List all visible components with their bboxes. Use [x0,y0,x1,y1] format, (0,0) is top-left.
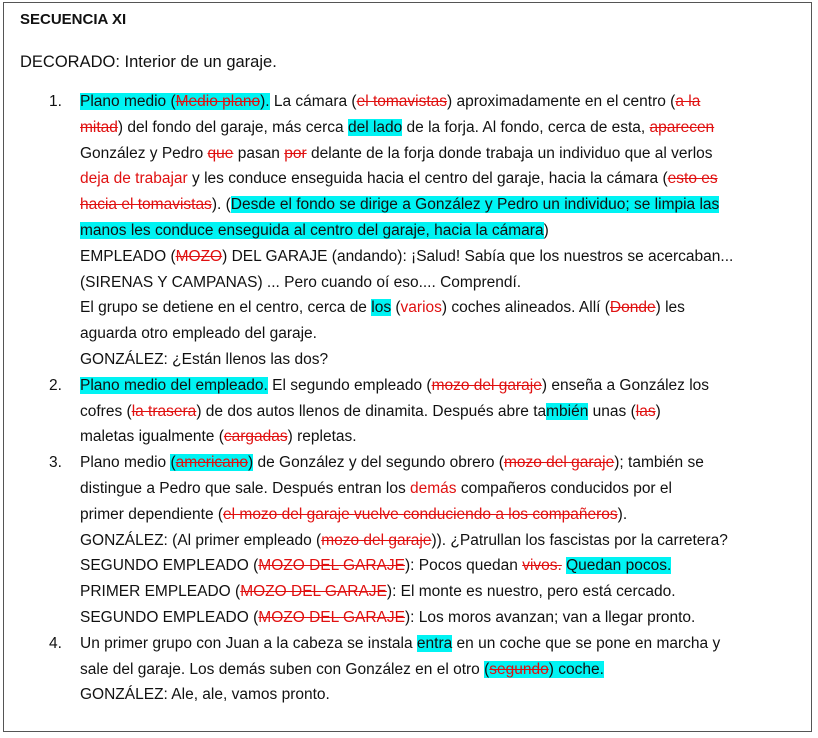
deleted-text: las [635,402,656,420]
text-line [80,424,806,450]
text-run: Plano medio [80,454,171,472]
text-line [80,502,806,528]
text-run: primer dependiente ( [80,505,224,523]
deleted-text: segundo [489,660,549,678]
text-line [80,166,806,192]
text-run: ): El monte es nuestro, pero está cercado. [386,583,676,601]
text-run: ) coches alineados. Allí ( [441,299,610,317]
text-line [80,270,806,296]
text-run: PRIMER EMPLEADO ( [80,583,241,601]
text-run: GONZÁLEZ: ¿Están llenos las dos? [80,350,329,368]
shot-number: 1. [49,93,62,110]
highlighted-text: entra [416,634,453,652]
text-run: La cámara ( [269,93,357,110]
text-run: maletas igualmente ( [80,428,224,446]
shot-item [20,450,806,631]
text-run: ); también se [614,454,704,472]
text-run: Un primer grupo con Juan a la cabeza se instala [80,634,417,652]
highlighted-text: del lado [347,118,403,136]
text-line [80,192,806,218]
text-line [80,244,806,270]
text-line [80,579,806,605]
text-run: El segundo empleado ( [267,376,432,394]
text-run: de González y del segundo obrero ( [253,454,504,472]
script-document [20,9,806,704]
text-run: ) repletas. [287,428,357,446]
text-run: EMPLEADO ( [80,247,176,265]
deleted-text: MOZO [175,247,223,265]
deleted-text: el mozo del garaje vuelve conduciendo a los compañeros [223,505,618,523]
text-run: SEGUNDO EMPLEADO ( [80,557,259,575]
text-line [80,115,806,141]
shot-item [20,631,806,708]
deleted-text: mozo del garaje [321,531,432,549]
text-line [80,141,806,167]
text-run: aguarda otro empleado del garaje. [80,325,317,343]
highlighted-text: Plano medio del empleado. [80,376,268,394]
deleted-text: a la [675,93,701,110]
shot-number: 2. [49,376,62,394]
text-run: sale del garaje. Los demás suben con González en el otro [80,660,485,678]
highlighted-text: Plano medio ( [80,93,176,110]
shot-number: 4. [49,634,62,652]
inserted-text: demás [410,479,457,497]
highlighted-text: ) [248,454,254,472]
shot-list [20,89,806,708]
text-line [80,321,806,347]
text-line [80,682,806,708]
text-run: y les conduce enseguida hacia el centro del garaje, hacia la cámara ( [187,170,668,188]
text-run: ). ( [211,196,231,214]
highlighted-text: Desde el fondo se dirige a González y Pedro un individuo; se limpia las [230,196,720,214]
text-line [80,218,806,244]
text-run: ) les [655,299,685,317]
text-run: compañeros conducidos por el [456,479,672,497]
deleted-text: por [284,144,307,162]
deleted-text: mozo del garaje [503,454,615,472]
text-run: ) [543,221,549,239]
text-line [80,347,806,373]
text-run: SEGUNDO EMPLEADO ( [80,608,259,626]
text-run: )). ¿Patrullan los fascistas por la carretera? [431,531,728,549]
text-run: ( [391,299,401,317]
text-run: ) DEL GARAJE (andando): ¡Salud! Sabía que los nuestros se acercaban... [222,247,734,265]
inserted-text: varios [400,299,442,317]
text-line [80,295,806,321]
deleted-text: mitad [80,118,118,136]
deleted-text: mozo del garaje [431,376,542,394]
shot-item [20,89,806,373]
text-run: ). [617,505,628,523]
deleted-text: cargadas [223,428,288,446]
text-run: GONZÁLEZ: Ale, ale, vamos pronto. [80,686,330,704]
deleted-text: la trasera [131,402,197,420]
text-run: pasan [233,144,285,162]
sequence-title: SECUENCIA XI [20,11,127,28]
text-line [80,89,806,115]
highlighted-text: los [371,299,392,317]
text-line [80,605,806,631]
text-run: (SIRENAS Y CAMPANAS) ... Pero cuando oí eso.... Comprendí. [80,273,522,291]
deleted-text: que [207,144,234,162]
highlighted-text: ). [260,93,270,110]
deleted-text: Donde [609,299,656,317]
text-line [80,528,806,554]
text-line [80,399,806,425]
text-run: El grupo se detiene en el centro, cerca de [80,299,372,317]
deleted-text: MOZO DEL GARAJE [240,583,387,601]
text-line [80,450,806,476]
text-run: cofres ( [80,402,132,420]
highlighted-text: Quedan pocos. [566,557,672,575]
text-run: ): Pocos quedan [404,557,523,575]
deleted-text: Medio plano [175,93,261,110]
text-run: González y Pedro [80,144,208,162]
inserted-text: deja de trabajar [80,170,188,188]
document-frame [3,2,812,732]
text-line [80,373,806,399]
highlighted-text: ) coche. [548,660,604,678]
text-run: delante de la forja donde trabaja un individuo que al verlos [306,144,713,162]
deleted-text: aparecen [649,118,715,136]
text-run: de la forja. Al fondo, cerca de esta, [402,118,650,136]
deleted-text: americano [175,454,249,472]
text-run: en un coche que se pone en marcha y [452,634,721,652]
text-run: ) de dos autos llenos de dinamita. Después abre ta [196,402,547,420]
text-run: ): Los moros avanzan; van a llegar pronto. [404,608,696,626]
text-line [80,476,806,502]
text-run: ) [655,402,661,420]
highlighted-text: ( [484,660,490,678]
shot-number: 3. [49,454,62,472]
text-line [80,631,806,657]
deleted-text: hacia el tomavistas [80,196,212,214]
text-run: distingue a Pedro que sale. Después entran los [80,479,411,497]
text-run: ) aproximadamente en el centro ( [447,93,676,110]
deleted-text: vivos. [522,557,562,575]
deleted-text: MOZO DEL GARAJE [258,557,405,575]
highlighted-text: ( [170,454,176,472]
decorado-line: DECORADO: Interior de un garaje. [20,53,277,71]
text-line [80,553,806,579]
text-run: ) enseña a González los [541,376,710,394]
deleted-text: esto es [667,170,718,188]
text-run: ) del fondo del garaje, más cerca [117,118,348,136]
text-line [80,657,806,683]
deleted-text: el tomavistas [356,93,448,110]
highlighted-text: manos les conduce enseguida al centro del garaje, hacia la cámara [80,221,544,239]
text-run: unas ( [588,402,636,420]
highlighted-text: mbién [546,402,589,420]
shot-item [20,373,806,450]
text-run: GONZÁLEZ: (Al primer empleado ( [80,531,322,549]
deleted-text: MOZO DEL GARAJE [258,608,405,626]
